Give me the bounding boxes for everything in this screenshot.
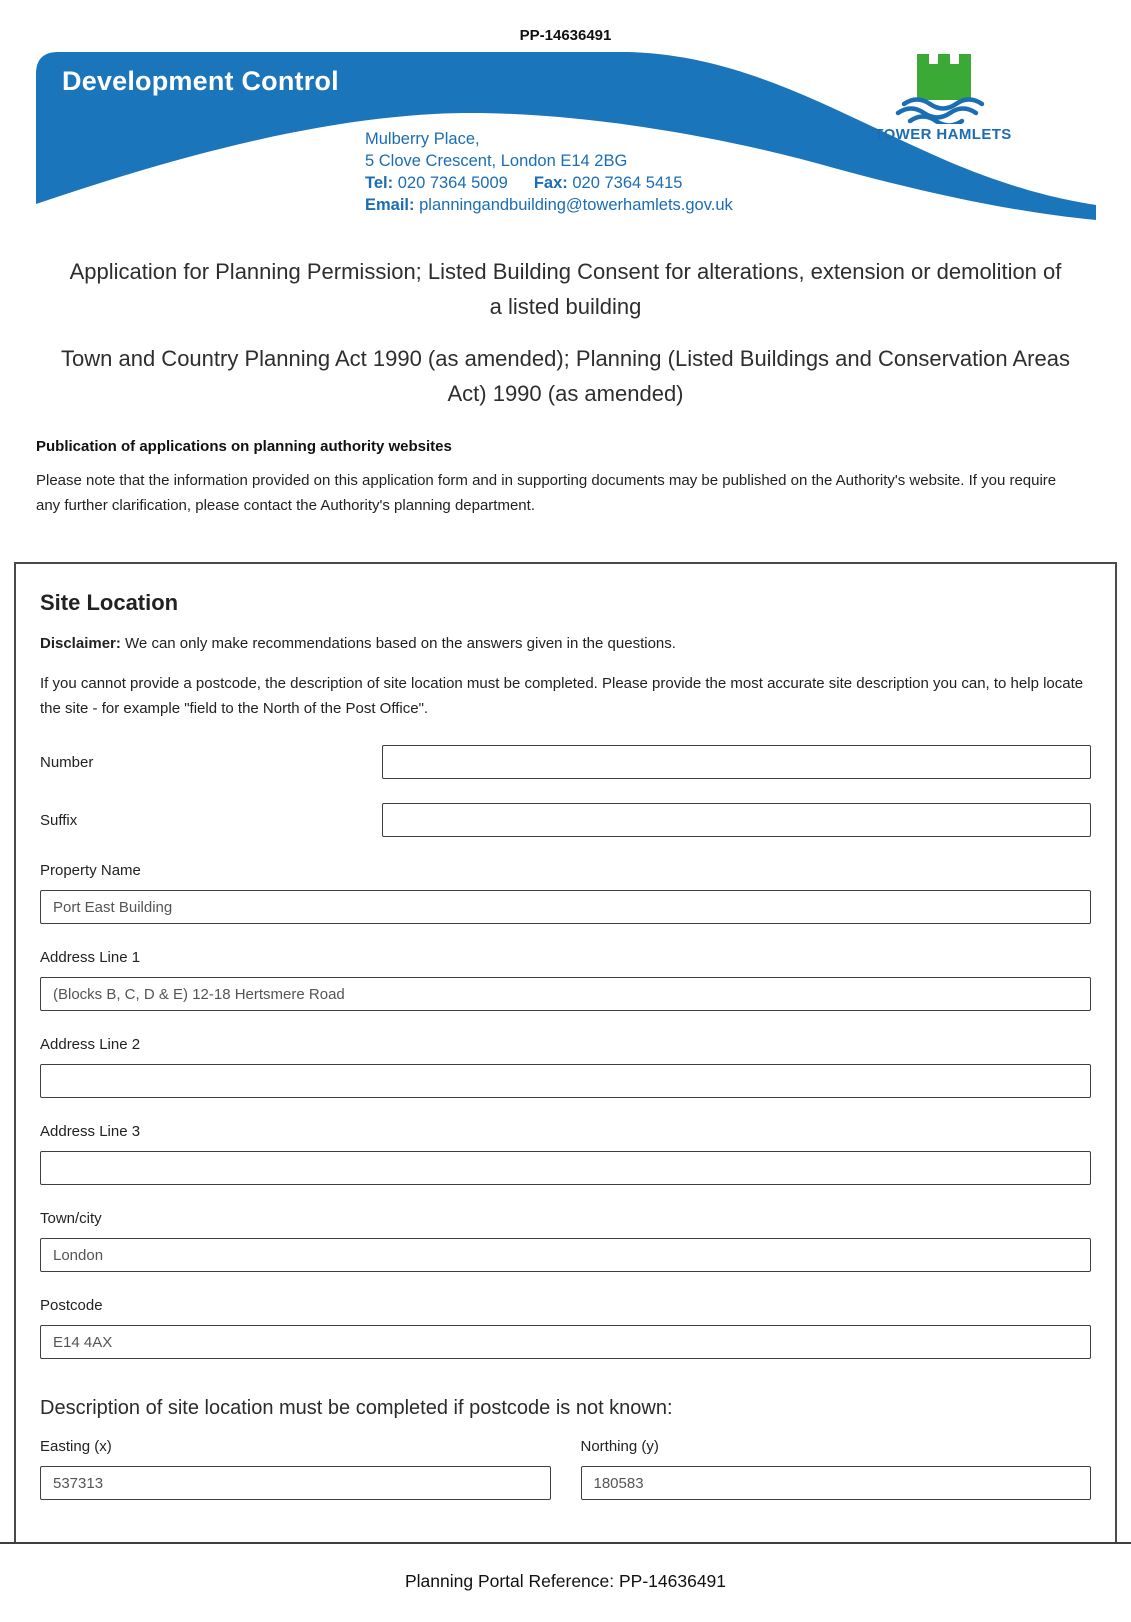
property-name-label: Property Name [40, 862, 141, 879]
tower-hamlets-logo [858, 50, 1028, 143]
portal-reference-footer: Planning Portal Reference: PP-14636491 [404, 1571, 727, 1591]
town-city-group [40, 1210, 1091, 1272]
tower-hamlets-logo-graphic [868, 50, 1018, 124]
address-line-1: Mulberry Place, [365, 130, 480, 148]
postcode-label: Postcode [40, 1297, 103, 1314]
legislation-subtitle: Town and Country Planning Act 1990 (as amended); Planning (Listed Buildings and Conservation Areas Act) 1990 (as amended) [61, 346, 1070, 406]
page-divider [0, 1542, 1131, 1544]
header-banner [0, 50, 1131, 228]
northing-input[interactable] [581, 1466, 1092, 1500]
town-city-label: Town/city [40, 1210, 102, 1227]
coordinates-row [40, 1438, 1091, 1500]
easting-input[interactable] [40, 1466, 551, 1500]
site-location-intro: If you cannot provide a postcode, the description of site location must be completed. Please provide the most accurate site description you can, to help locate the site - for example "field to the North of the Post Office". [40, 675, 1084, 717]
fax-label: Fax: [533, 174, 568, 192]
number-input[interactable] [382, 745, 1091, 779]
number-label: Number [40, 753, 94, 771]
waves-icon [898, 100, 982, 125]
northing-label: Northing (y) [580, 1438, 659, 1455]
disclaimer-label: Disclaimer: [40, 635, 121, 652]
suffix-row [40, 803, 1091, 837]
email-value: planningandbuilding@towerhamlets.gov.uk [419, 196, 733, 214]
address-line-3-input[interactable] [40, 1151, 1091, 1185]
postcode-input[interactable] [40, 1325, 1091, 1359]
disclaimer [40, 632, 1091, 656]
address-line-2-group [40, 1036, 1091, 1098]
property-name-input[interactable] [40, 890, 1091, 924]
postcode-group [40, 1297, 1091, 1359]
description-heading: Description of site location must be completed if postcode is not known: [40, 1397, 673, 1419]
northing-group [581, 1438, 1092, 1500]
address-line-2-input[interactable] [40, 1064, 1091, 1098]
portal-reference-top: PP-14636491 [519, 27, 612, 44]
application-title: Application for Planning Permission; Listed Building Consent for alterations, extension or demolition of a listed building [69, 259, 1062, 319]
town-city-input[interactable] [40, 1238, 1091, 1272]
fax-value: 020 7364 5415 [572, 174, 683, 192]
tel-value: 020 7364 5009 [397, 174, 508, 192]
disclaimer-text: We can only make recommendations based on the answers given in the questions. [125, 635, 676, 652]
publication-text: Please note that the information provided on this application form and in supporting documents may be published on the Authority's website. If you require any further clarification, please contact the Authority's planning department. [36, 472, 1057, 514]
tel-label: Tel: [365, 174, 394, 192]
site-location-section [14, 562, 1117, 1542]
logo-wordmark: TOWER HAMLETS [874, 126, 1012, 143]
easting-label: Easting (x) [40, 1438, 112, 1455]
banner-title: Development Control [62, 66, 339, 96]
address-line-1-group [40, 949, 1091, 1011]
address-line-3-group [40, 1123, 1091, 1185]
number-row [40, 745, 1091, 779]
publication-heading: Publication of applications on planning authority websites [36, 438, 452, 455]
address-line-3-label: Address Line 3 [40, 1123, 141, 1140]
castle-icon [917, 54, 971, 100]
phone-line [365, 172, 733, 194]
address-line-1-input[interactable] [40, 977, 1091, 1011]
suffix-label: Suffix [40, 811, 78, 829]
easting-group [40, 1438, 551, 1500]
address-line-2-label: Address Line 2 [40, 1036, 141, 1053]
section-title: Site Location [40, 590, 179, 615]
email-label: Email: [365, 196, 415, 214]
address-line-2: 5 Clove Crescent, London E14 2BG [365, 152, 628, 170]
address-line-1-label: Address Line 1 [40, 949, 141, 966]
suffix-input[interactable] [382, 803, 1091, 837]
property-name-group [40, 862, 1091, 924]
email-line [365, 194, 733, 216]
department-address [365, 128, 733, 216]
